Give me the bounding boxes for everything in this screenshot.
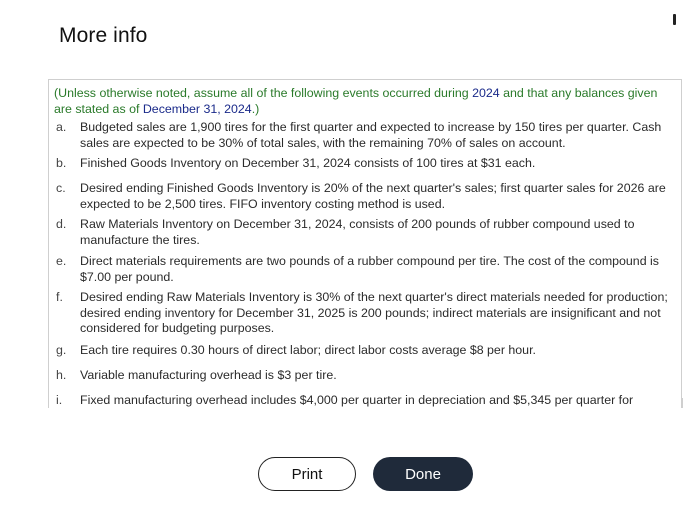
item-letter: d.	[56, 217, 67, 231]
item-letter: e.	[56, 254, 67, 268]
item-text: Direct materials requirements are two pounds of a rubber compound per tire. The cost of the compound is $7.00 per pound.	[80, 254, 659, 284]
item-letter: i.	[56, 393, 63, 407]
item-text: Each tire requires 0.30 hours of direct labor; direct labor costs average $8 per hour.	[80, 343, 536, 357]
scroll-edge	[682, 398, 683, 408]
item-letter: b.	[56, 156, 67, 170]
done-button[interactable]: Done	[373, 457, 473, 491]
info-content[interactable]	[48, 79, 682, 408]
dialog-title: More info	[59, 24, 148, 47]
minimize-icon[interactable]	[673, 14, 676, 25]
item-text: Variable manufacturing overhead is $3 per tire.	[80, 368, 337, 382]
item-letter: a.	[56, 120, 67, 134]
print-button[interactable]: Print	[258, 457, 356, 491]
item-letter: h.	[56, 368, 67, 382]
item-text: Raw Materials Inventory on December 31, 2024, consists of 200 pounds of rubber compound used to manufacture the tires.	[80, 217, 635, 247]
item-text: Finished Goods Inventory on December 31, 2024 consists of 100 tires at $31 each.	[80, 156, 536, 170]
item-letter: f.	[56, 290, 63, 304]
item-letter: c.	[56, 181, 66, 195]
item-text: Desired ending Raw Materials Inventory is 30% of the next quarter's direct materials needed for production; desired ending inventory for December 31, 2025 is 200 pounds; indirect materials are insignificant and not considered for budgeting purposes.	[80, 290, 668, 335]
intro-text: (Unless otherwise noted, assume all of the following events occurred during 2024 and that any balances given are stated as of December 31, 2024.)	[54, 86, 658, 116]
item-letter: g.	[56, 343, 67, 357]
item-text: Desired ending Finished Goods Inventory is 20% of the next quarter's sales; first quarter sales for 2026 are expected to be 2,500 tires. FIFO inventory costing method is used.	[80, 181, 666, 211]
item-text: Budgeted sales are 1,900 tires for the first quarter and expected to increase by 150 tires per quarter. Cash sales are expected to be 30% of total sales, with the remaining 70% of sales on account.	[80, 120, 662, 150]
item-text: Fixed manufacturing overhead includes $4,000 per quarter in depreciation and $5,345 per quarter for	[80, 393, 634, 407]
